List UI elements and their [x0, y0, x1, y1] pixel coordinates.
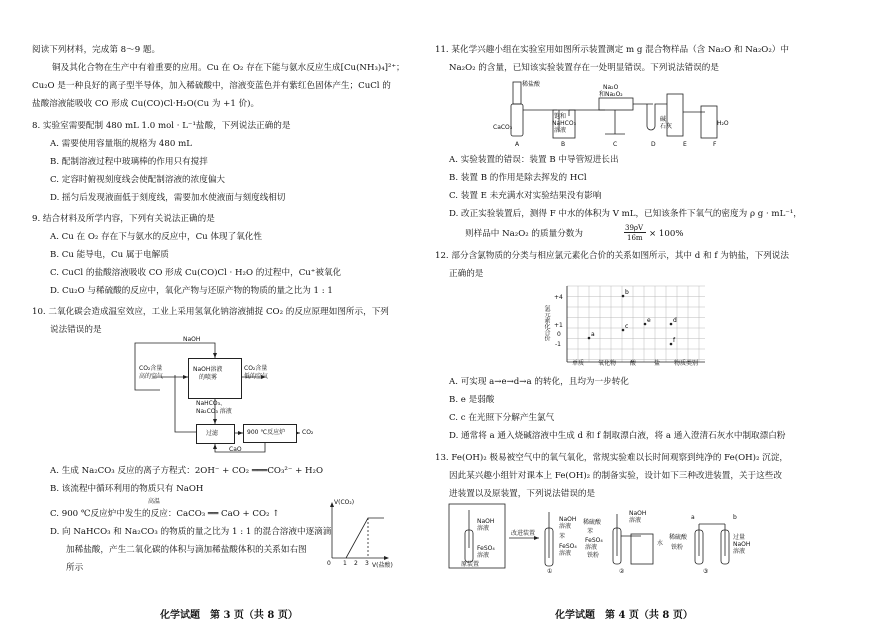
graph-tick-3: 3 [365, 560, 369, 567]
sample-label-2: 和Na₂O₂ [599, 91, 623, 98]
fig3-caption: ③ [703, 568, 709, 575]
b-solution-label-1: 饱和 [554, 113, 567, 120]
fig3-naoh-sol: 溶液 [733, 548, 746, 555]
q8-option-d: D. 摇匀后发现液面低于刻度线，需要加水使液面与刻度线相切 [50, 193, 286, 203]
water-label: H₂O [717, 120, 729, 127]
fig1-feso4-sol: 溶液 [559, 550, 572, 557]
output-air-label-2: 低的空气 [244, 373, 269, 380]
q10-option-a: A. 生成 Na₂CO₃ 反应的离子方程式：2OH⁻ + CO₂ ═══CO₃²⁻ + H₂O [50, 466, 324, 476]
original-feso4-sol: 溶液 [477, 552, 490, 559]
label-e: E [683, 141, 687, 148]
xcat-oxide: 氧化物 [598, 360, 617, 367]
furnace-label: 900 ℃反应炉 [247, 429, 286, 436]
q10-option-c: C. 900 ℃反应炉中发生的反应：CaCO₃ ══ CaO + CO₂ ↑ [50, 509, 280, 519]
input-air-label-2: 高的空气 [139, 373, 164, 380]
fig3-h2so4: 稀硫酸 [669, 534, 688, 541]
valence-point-c [622, 329, 625, 332]
label-d: D [651, 141, 656, 148]
xcat-element: 单质 [572, 360, 585, 367]
material-line-3: 盐酸溶液能吸收 CO 形成 Cu(CO)Cl·H₂O(Cu 为 +1 价)。 [32, 99, 260, 109]
q10-option-d-1: D. 向 NaHCO₃ 和 Na₂CO₃ 的物质的量之比为 1 : 1 的混合溶液中逐滴滴 [50, 527, 332, 537]
fig3-iron: 铁粉 [671, 544, 684, 551]
q9-option-b: B. Cu 能导电，Cu 属于电解质 [50, 250, 169, 260]
footer-page-4: 化学试题 第 4 页（共 8 页） [555, 610, 693, 621]
high-temp-label: 高温 [148, 498, 161, 505]
q8-option-b: B. 配制溶液过程中玻璃棒的作用只有搅拌 [50, 157, 208, 167]
original-naoh: NaOH [477, 518, 495, 525]
q8-option-a: A. 需要使用容量瓶的规格为 480 mL [50, 139, 192, 149]
q9-option-a: A. Cu 在 O₂ 存在下与氨水的反应中，Cu 体现了氧化性 [50, 232, 262, 242]
fig1-naoh: NaOH [559, 516, 577, 523]
tube-c [599, 98, 633, 110]
hcl-label: 稀盐酸 [522, 81, 541, 88]
caco3-label: CaCO₃ [493, 124, 513, 131]
valence-ylabel: 氯元素化合价 [543, 305, 550, 341]
spray-label-2: 的喷雾 [199, 374, 218, 381]
q10-stem-1: 10. 二氧化碳会造成温室效应，工业上采用氢氧化钠溶液捕捉 CO₂ 的反应原理如图所示，下列 [32, 307, 389, 317]
fig2-benzene: 苯 [587, 528, 594, 535]
fig2-water: 水 [657, 540, 664, 547]
funnel [513, 82, 521, 104]
output-air-label-1: CO₂含量 [244, 365, 268, 372]
fraction-tail: × 100% [649, 229, 684, 239]
fig3-a: a [691, 514, 695, 521]
original-caption: 原装置 [461, 561, 480, 568]
graph-xlabel: V(盐酸) [372, 562, 393, 569]
q8-option-c: C. 定容时俯视刻度线会使配制溶液的浓度偏大 [50, 175, 226, 185]
valence-point-b [622, 295, 625, 298]
b-solution-label-3: 溶液 [554, 127, 567, 134]
q9-stem: 9. 结合材料及所学内容，下列有关说法正确的是 [32, 214, 215, 224]
graph-origin: 0 [327, 560, 331, 567]
valence-point-label-b: b [625, 289, 629, 296]
q13-stem-2: 因此某兴趣小组针对课本上 Fe(OH)₂ 的制备实验，设计如下三种改进装置，关于这些改 [449, 471, 782, 481]
q11-option-b: B. 装置 B 的作用是除去挥发的 HCl [449, 173, 587, 183]
ytick-zero: 0 [557, 331, 561, 338]
valence-point-label-f: f [673, 337, 676, 344]
u-tube-d [647, 104, 655, 130]
b-solution-label-2: NaHCO₃ [552, 120, 576, 127]
flask-a [511, 104, 523, 136]
q11-apparatus [505, 76, 745, 154]
fig2-beaker [631, 534, 653, 564]
q12-stem-1: 12. 部分含氯物质的分类与相应氯元素化合价的关系如图所示，其中 d 和 f 为钠盐，下列说法 [435, 251, 789, 261]
valence-point-label-a: a [591, 331, 595, 338]
label-c: C [613, 141, 618, 148]
fig2-feso4: FeSO₄ [585, 537, 603, 544]
ytick-minus1: -1 [555, 341, 561, 348]
material-line-2: Cu₂O 是一种良好的离子型半导体，加入稀硫酸中，溶液变蓝色并有紫红色固体产生；CuCl 的 [32, 81, 391, 91]
graph-tick-2: 2 [354, 560, 358, 567]
lime-label-1: 碱 [660, 116, 667, 123]
fraction-numerator: 39ρV [625, 224, 644, 232]
fig3-excess: 过量 [733, 534, 746, 541]
label-f: F [713, 141, 717, 148]
xcat-acid: 酸 [630, 360, 637, 367]
q11-option-d-1: D. 改正实验装置后，测得 F 中水的体积为 V mL，已知该条件下氧气的密度为 ρ g · mL⁻¹， [449, 209, 802, 219]
q12-option-d: D. 通常将 a 通入烧碱溶液中生成 d 和 f 制取漂白液，将 a 通入澄清石灰水中制取漂白粉 [449, 431, 786, 441]
xcat-label: 物质类别 [674, 360, 699, 367]
valence-point-e [644, 323, 647, 326]
q12-option-a: A. 可实现 a→e→d→a 的转化，且均为一步转化 [449, 377, 629, 387]
valence-point-f [670, 343, 673, 346]
ytick-plus4: +4 [554, 294, 563, 301]
fig2-naoh-sol: 溶液 [629, 517, 642, 524]
label-a: A [515, 141, 520, 148]
q12-option-b: B. e 是弱酸 [449, 395, 495, 405]
nahco3-label-1: NaHCO₃、 [196, 400, 226, 407]
graph-line [346, 518, 384, 558]
fraction-denominator: 16m [627, 234, 643, 242]
valence-point-label-e: e [647, 317, 651, 324]
material-line-1: 铜及其化合物在生产中有着重要的应用。Cu 在 O₂ 存在下能与氨水反应生成[Cu(NH₃)₄]²⁺； [52, 63, 405, 73]
q9-option-c: C. CuCl 的盐酸溶液吸收 CO 形成 Cu(CO)Cl · H₂O 的过程中，Cu⁺被氧化 [50, 268, 342, 278]
q11-stem-1: 11. 某化学兴趣小组在实验室用如图所示装置测定 m g 混合物样品（含 Na₂O 和 Na₂O₂）中 [435, 45, 789, 55]
lime-label-2: 石灰 [660, 123, 673, 130]
improve-arrow-label: 改进装置 [511, 530, 536, 537]
fig2-iron: 铁粉 [587, 552, 600, 559]
spray-label-1: NaOH溶液 [193, 366, 223, 373]
q10-stem-2: 说法错误的是 [50, 325, 102, 335]
graph-tick-1: 1 [343, 560, 347, 567]
fig2-caption: ② [619, 568, 625, 575]
filter-label: 过滤 [206, 430, 219, 437]
ytick-plus1: +1 [554, 322, 563, 329]
sample-label-1: Na₂O [603, 84, 619, 91]
fig2-naoh: NaOH [629, 510, 647, 517]
nahco3-label-2: Na₂CO₃ 溶液 [196, 408, 232, 415]
q13-stem-3: 进装置以及原装置，下列说法错误的是 [449, 489, 596, 499]
cao-label: CaO [229, 446, 242, 453]
naoh-label: NaOH [183, 336, 201, 343]
co2-out-label: CO₂ [302, 429, 314, 436]
fig3-b: b [733, 514, 737, 521]
xcat-salt: 盐 [654, 360, 661, 367]
label-b: B [561, 141, 566, 148]
q8-stem: 8. 实验室需要配制 480 mL 1.0 mol · L⁻¹盐酸，下列说法正确的是 [32, 121, 291, 131]
cylinder-f [701, 106, 717, 138]
q11-option-a: A. 实验装置的错误：装置 B 中导管短进长出 [449, 155, 619, 165]
fig1-benzene: 苯 [559, 533, 566, 540]
fig2-feso4-sol: 溶液 [585, 544, 598, 551]
footer-page-3: 化学试题 第 3 页（共 8 页） [160, 610, 298, 621]
q10-option-b: B. 该流程中循环利用的物质只有 NaOH [50, 484, 204, 494]
q11-option-d-2: 则样品中 Na₂O₂ 的质量分数为 [465, 229, 583, 239]
fig2-h2so4: 稀硫酸 [583, 519, 602, 526]
co2-volume-graph [322, 496, 402, 566]
valence-point-d [670, 323, 673, 326]
page-4 [435, 0, 870, 630]
input-air-label-1: CO₂含量 [139, 365, 163, 372]
valence-point-label-d: d [673, 317, 677, 324]
q9-option-d: D. Cu₂O 与稀硫酸的反应中，氧化产物与还原产物的物质的量之比为 1 : 1 [50, 286, 333, 296]
fig1-naoh-sol: 溶液 [559, 523, 572, 530]
original-naoh-sol: 溶液 [477, 525, 490, 532]
fig3-naoh: NaOH [733, 541, 751, 548]
q10-option-d-2: 加稀盐酸，产生二氧化碳的体积与滴加稀盐酸体积的关系如右图 [66, 545, 307, 555]
original-feso4: FeSO₄ [477, 545, 495, 552]
q12-option-c: C. c 在光照下分解产生氯气 [449, 413, 555, 423]
q13-stem-1: 13. Fe(OH)₂ 极易被空气中的氧气氧化，常规实验难以长时间观察到纯净的 Fe(OH)₂ 沉淀， [435, 453, 788, 463]
q10-option-d-3: 所示 [66, 563, 84, 573]
valence-point-label-c: c [625, 323, 629, 330]
fig1-caption: ① [547, 568, 553, 575]
valence-point-a [588, 337, 591, 340]
q11-option-c: C. 装置 E 未充满水对实验结果没有影响 [449, 191, 602, 201]
q12-stem-2: 正确的是 [449, 269, 484, 279]
q11-stem-2: Na₂O₂ 的含量，已知该实验装置存在一处明显错误。下列说法错误的是 [449, 63, 719, 73]
chlorine-valence-chart [545, 282, 735, 372]
fig1-feso4: FeSO₄ [559, 543, 577, 550]
graph-ylabel: V(CO₂) [334, 499, 355, 506]
intro-label: 阅读下列材料，完成第 8～9 题。 [32, 45, 161, 55]
